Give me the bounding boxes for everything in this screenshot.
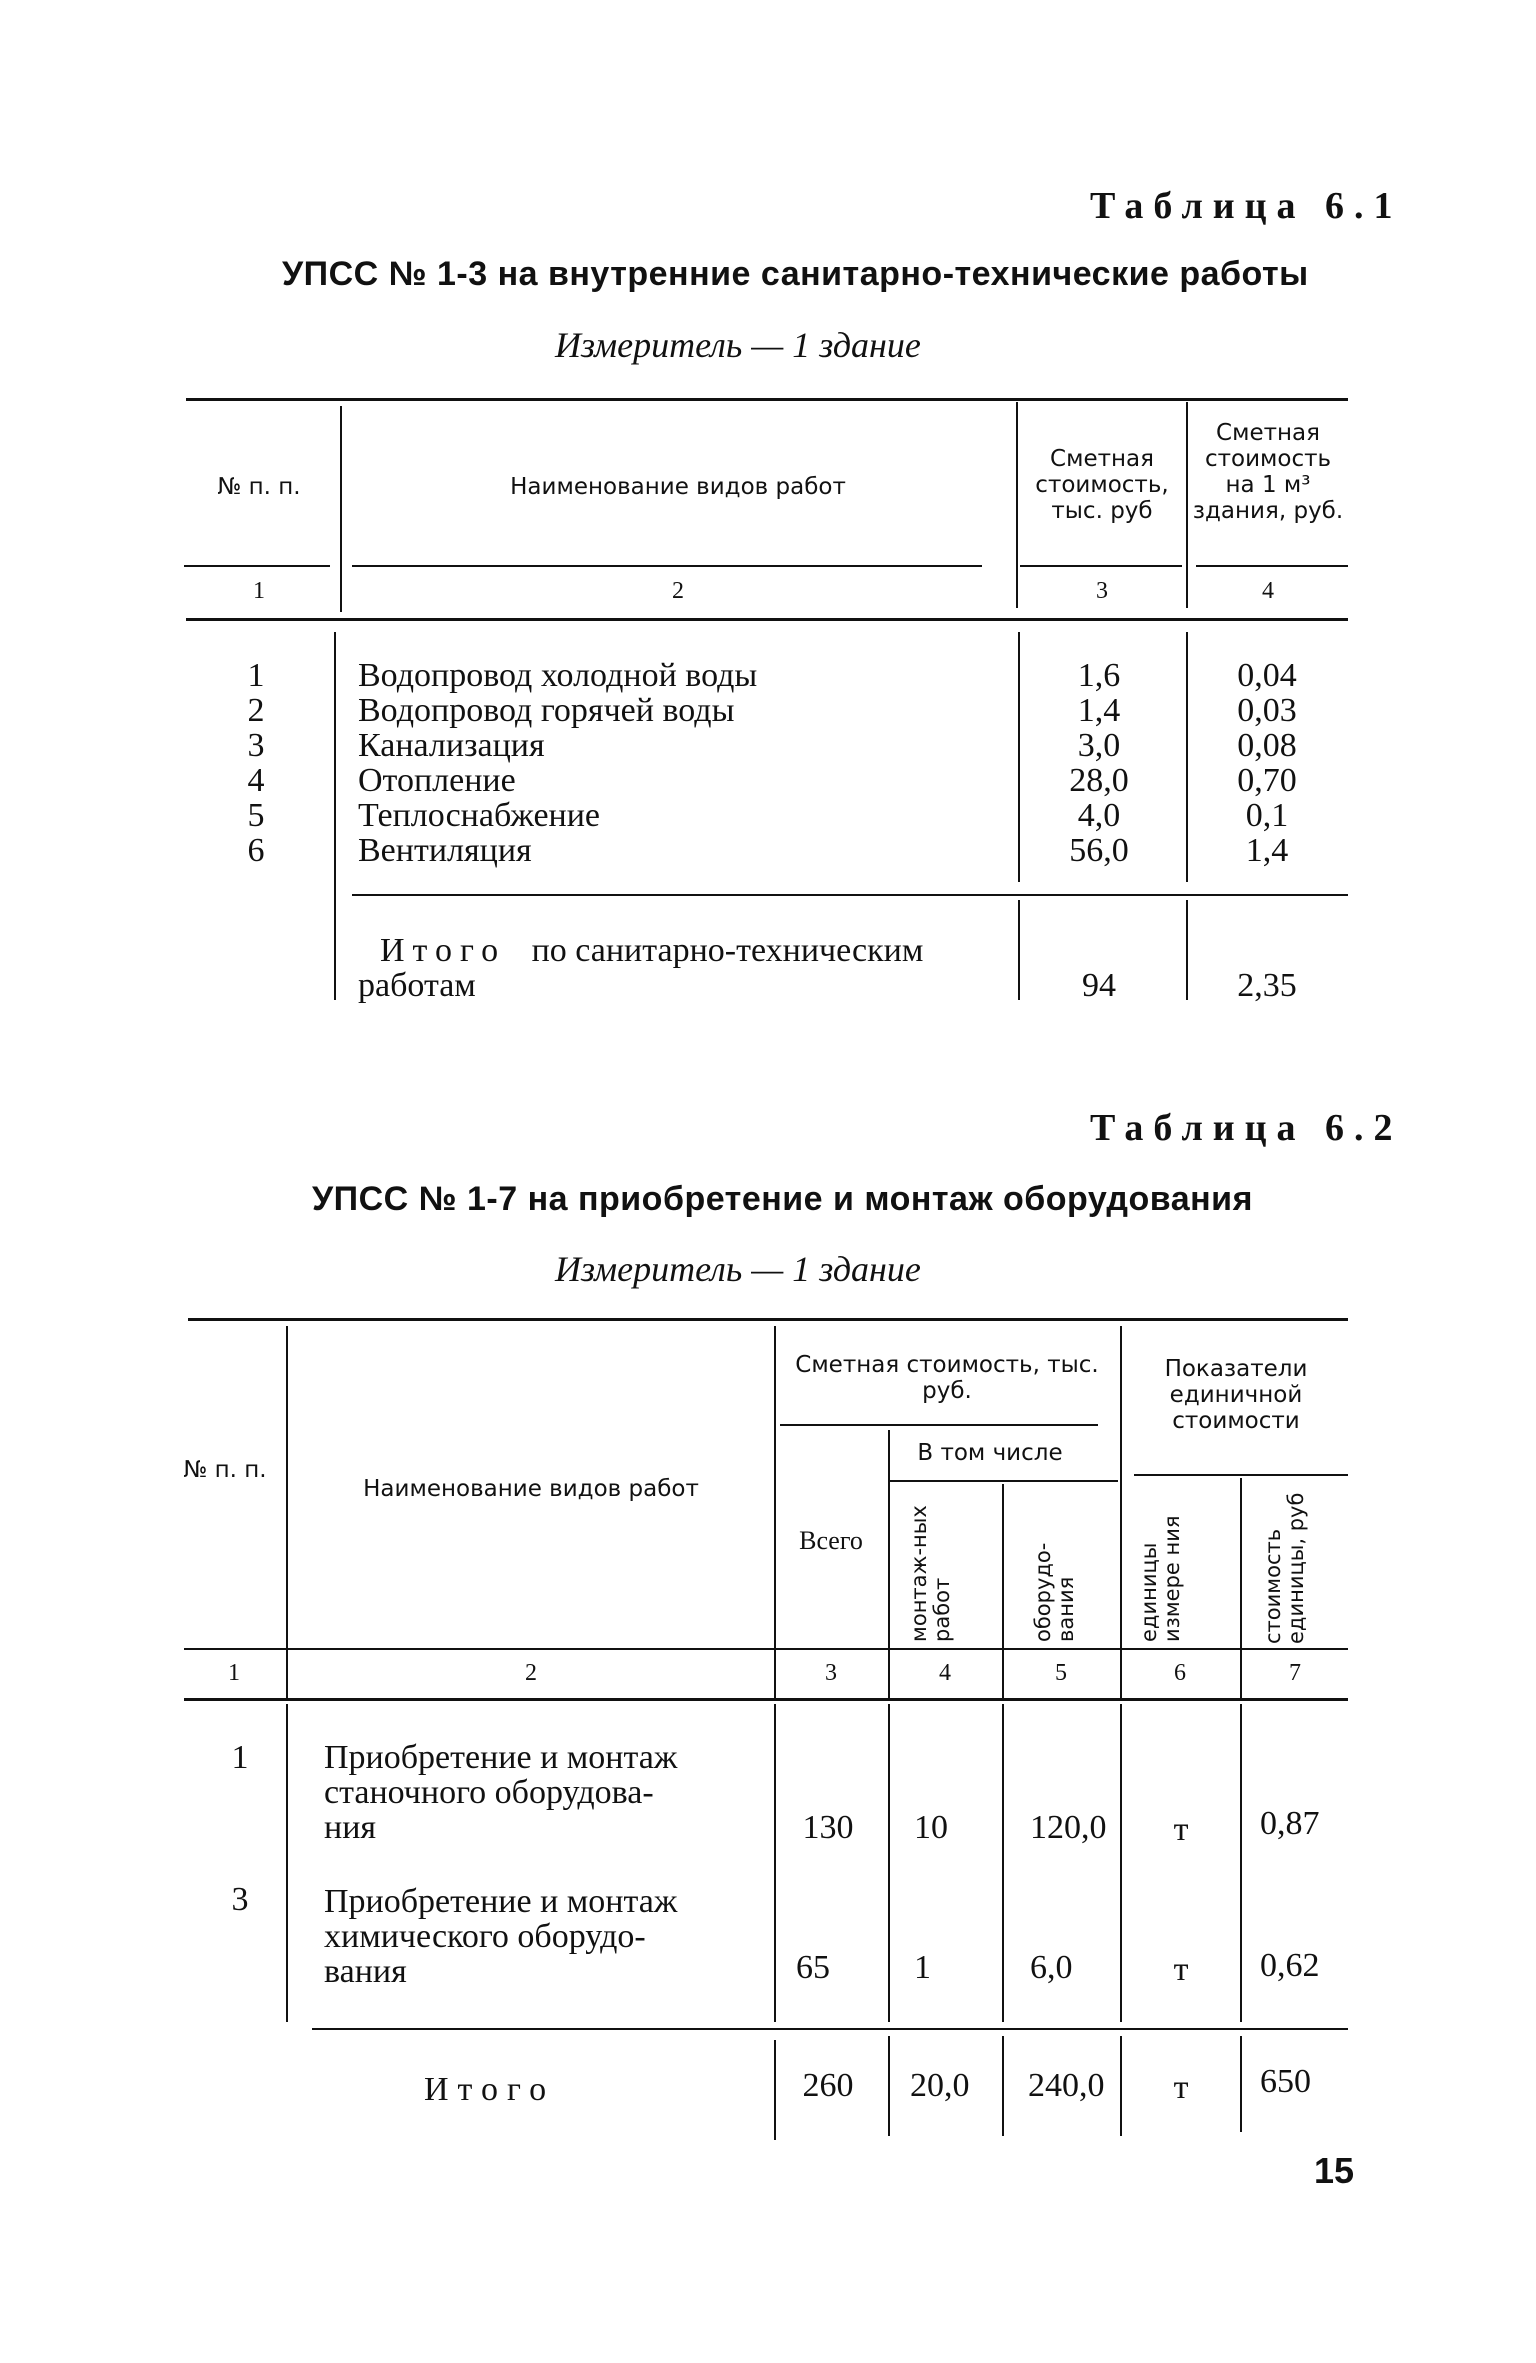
table2-row-equip: 120,0 [1030,1809,1107,1846]
table2-rule [780,1424,1098,1426]
table2-header-name: Наименование видов работ [363,1476,699,1502]
table1-colnum: 1 [253,578,265,604]
table1-cost-m3-column [1194,658,1340,868]
table1-row-num: 6 [247,832,265,869]
table2-row-name-line: химического оборудо- [324,1918,646,1955]
table1-row-name: Водопровод холодной воды [358,657,758,694]
table1-row-cost: 28,0 [1069,762,1129,799]
table1-row-num: 2 [247,692,265,729]
table1-row-cost: 56,0 [1069,832,1129,869]
table1-colnum: 2 [672,578,684,604]
table2-row-install: 1 [914,1949,931,1986]
table2-colnum-top-rule [184,1648,1348,1650]
table2-row-name [324,1884,744,1989]
table1-row-cost-m3: 0,04 [1237,657,1297,694]
table1-row-num: 3 [247,727,265,764]
table2-colnum: 1 [228,1660,240,1686]
table2-row-unit-cost: 0,87 [1260,1805,1320,1842]
table2-row-num: 1 [231,1739,249,1776]
table2-colnum: 3 [825,1660,837,1686]
table2-row-name-line: ния [324,1809,377,1846]
table1-rule [1020,565,1182,567]
table2-vline [888,1704,890,2022]
table2-total-install: 20,0 [910,2067,970,2104]
table2-colnum: 6 [1174,1660,1186,1686]
table2-row-num: 3 [231,1881,249,1918]
table1-cost-column [1024,658,1174,868]
table1-row-cost-m3: 0,70 [1237,762,1297,799]
table1-row-name: Отопление [358,762,516,799]
table1-vline [334,632,336,1000]
table2-total-unit: т [1173,2069,1189,2106]
table2-header-cost-group: Сметная стоимость, тыс. руб. [795,1352,1099,1404]
table2-header-indicators: Показатели единичной стоимости [1164,1356,1308,1434]
table1-rule [352,565,982,567]
table2-colnum: 7 [1289,1660,1301,1686]
table2-colnum: 5 [1055,1660,1067,1686]
table2-total-label: Итого [424,2071,556,2108]
table2-total-unit-cost: 650 [1260,2063,1311,2100]
table2-rule [890,1480,1118,1482]
table2-header-total: Всего [799,1526,863,1555]
table2-vline [1240,1704,1242,2022]
table1-vline [1186,900,1188,1000]
table1-label: Таблица 6.1 [1090,185,1403,227]
table2-title: УПСС № 1-7 на приобретение и монтаж оборудования [312,1180,1253,1218]
table2-header-unit-cost: стоимость единицы, руб [1261,1492,1308,1644]
table2-header-num: № п. п. [183,1457,267,1483]
table1-row-cost-m3: 0,03 [1237,692,1297,729]
table1-total-label-line2: работам [358,967,476,1004]
table2-row-install: 10 [914,1809,948,1846]
table2-header-install: монтаж-ных работ [907,1505,954,1642]
table2-row-name-line: вания [324,1953,407,1990]
table2-row-name-line: Приобретение и монтаж [324,1739,678,1776]
table1-row-cost-m3: 0,1 [1245,797,1289,834]
table1-row-cost: 4,0 [1077,797,1121,834]
table1-row-num: 1 [247,657,265,694]
table1-rule [1196,565,1348,567]
table2-row-name-line: Приобретение и монтаж [324,1883,678,1920]
table1-row-cost-m3: 1,4 [1245,832,1289,869]
table2-header-unit: единицы измере ния [1137,1515,1184,1642]
table2-row-unit: т [1173,1951,1189,1988]
table2-colnum: 2 [525,1660,537,1686]
page-number: 15 [1314,2150,1355,2191]
table1-header-cost-m3: Сметная стоимость на 1 м³ здания, руб. [1192,420,1344,524]
table2-vline [1240,2036,1242,2132]
table1-num-column [186,658,326,868]
table1-row-num: 4 [247,762,265,799]
table2-header-equip: оборудо-вания [1031,1542,1078,1642]
table2-row-total: 130 [802,1809,854,1846]
table1-header-cost: Сметная стоимость, тыс. руб [1035,446,1169,524]
table2-row-name-line: станочного оборудова- [324,1774,654,1811]
table1-total-rest: по санитарно-техническим [531,932,924,969]
table1-name-column [358,658,998,868]
table1-total-word: Итого [380,932,507,969]
table1-row-name: Водопровод горячей воды [358,692,735,729]
table1-vline [1018,632,1020,882]
table1-row-cost: 3,0 [1077,727,1121,764]
table1-colnum: 3 [1096,578,1108,604]
table2-row-unit-cost: 0,62 [1260,1947,1320,1984]
table1-row-name: Теплоснабжение [358,797,601,834]
table2-vline [774,2040,776,2140]
table2-row-equip: 6,0 [1030,1949,1073,1986]
table2-vline [1120,1704,1122,2022]
table2-row-unit: т [1173,1811,1189,1848]
table2-label: Таблица 6.2 [1090,1107,1403,1149]
table2-colnum-rule [184,1698,1348,1701]
table2-rule [1134,1474,1348,1476]
table2-measure: Измеритель — 1 здание [555,1249,921,1289]
table2-vline [774,1326,776,1698]
table2-vline [1002,1704,1004,2022]
table2-colnum: 4 [939,1660,951,1686]
table2-row-total: 65 [796,1949,830,1986]
table1-row-cost: 1,6 [1077,657,1121,694]
table1-total-cost: 94 [1082,967,1116,1004]
table1-colnum: 4 [1262,578,1274,604]
table2-vline [888,2036,890,2136]
table2-top-rule [188,1318,1348,1321]
table1-total-cost-m3: 2,35 [1237,967,1297,1004]
table2-total-rule [312,2028,1348,2030]
table1-measure: Измеритель — 1 здание [555,325,921,365]
table2-vline [286,1326,288,1698]
table1-title: УПСС № 1-3 на внутренние санитарно-технические работы [282,255,1309,293]
table1-rule [184,565,330,567]
table1-header-name: Наименование видов работ [510,474,846,500]
table2-vline [1002,2036,1004,2136]
table1-row-num: 5 [247,797,265,834]
table2-vline [774,1704,776,2022]
table1-vline [1018,900,1020,1000]
table1-row-cost-m3: 0,08 [1237,727,1297,764]
table1-total-label [380,933,1010,968]
table2-header-incl: В том числе [917,1440,1063,1466]
table1-header-num: № п. п. [217,474,301,500]
table2-vline [1120,1326,1122,1698]
table1-vline [1186,632,1188,882]
table2-row-name [324,1740,744,1845]
table1-colnum-rule [186,618,1348,621]
table1-row-name: Канализация [358,727,545,764]
table1-row-name: Вентиляция [358,832,532,869]
table1-total-rule [352,894,1348,896]
table1-top-rule [186,398,1348,401]
table2-total-equip: 240,0 [1028,2067,1105,2104]
table2-vline [888,1430,890,1698]
table2-vline [1120,2036,1122,2136]
table1-row-cost: 1,4 [1077,692,1121,729]
table2-total-total: 260 [802,2067,854,2104]
